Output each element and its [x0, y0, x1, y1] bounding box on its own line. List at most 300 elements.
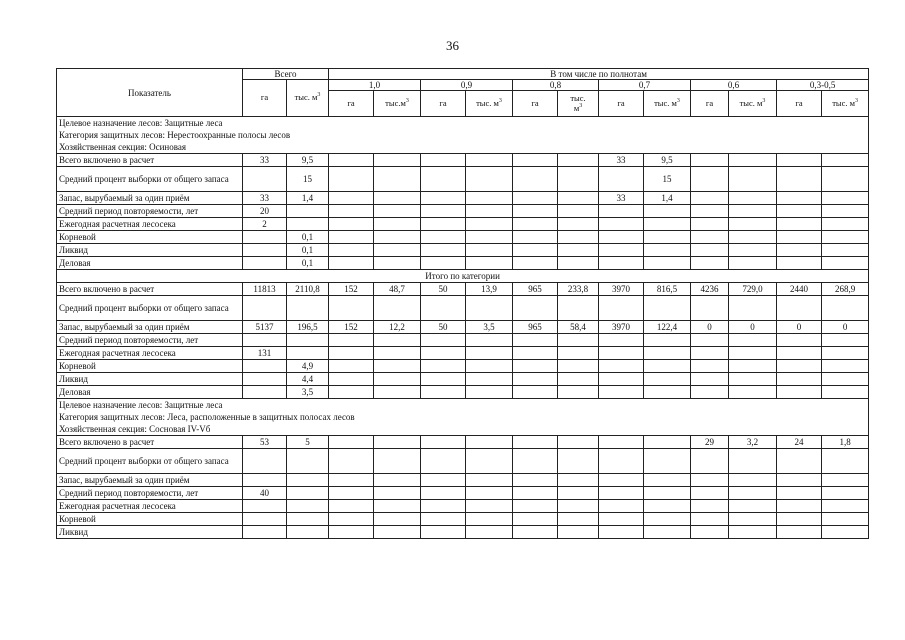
table-cell — [558, 347, 599, 360]
section-info-row — [57, 117, 869, 130]
table-cell — [421, 487, 466, 500]
table-cell — [777, 347, 822, 360]
table-cell — [691, 513, 729, 526]
table-row — [57, 526, 869, 539]
table-cell — [644, 296, 691, 321]
table-cell — [513, 487, 558, 500]
table-cell — [243, 500, 287, 513]
density-group-header: 1,0 — [329, 80, 421, 91]
ha-header: га — [691, 91, 729, 117]
table-cell — [644, 436, 691, 449]
table-cell — [599, 244, 644, 257]
table-cell — [644, 513, 691, 526]
table-cell — [374, 449, 421, 474]
table-cell: 4236 — [691, 283, 729, 296]
table-cell — [691, 373, 729, 386]
table-cell — [558, 257, 599, 270]
density-group-header: 0,3-0,5 — [777, 80, 869, 91]
table-cell — [777, 192, 822, 205]
row-label: Средний процент выборки от общего запаса — [57, 449, 243, 474]
table-cell — [691, 334, 729, 347]
table-cell — [513, 347, 558, 360]
table-cell — [691, 205, 729, 218]
table-row — [57, 373, 869, 386]
table-cell — [374, 167, 421, 192]
density-group-header: 0,7 — [599, 80, 691, 91]
table-cell: 0 — [729, 321, 777, 334]
table-cell — [466, 500, 513, 513]
table-cell: 12,2 — [374, 321, 421, 334]
table-cell — [243, 526, 287, 539]
volume-header: тыс. $м^3$ — [466, 91, 513, 117]
table-cell — [599, 347, 644, 360]
table-cell — [329, 500, 374, 513]
table-cell — [729, 218, 777, 231]
table-cell — [421, 167, 466, 192]
table-cell — [644, 500, 691, 513]
density-group-header: 0,8 — [513, 80, 599, 91]
table-header — [57, 69, 869, 117]
table-cell — [644, 205, 691, 218]
table-cell — [329, 360, 374, 373]
table-cell: 48,7 — [374, 283, 421, 296]
table-row — [57, 167, 869, 192]
volume-header: тыс. $м^3$ — [822, 91, 869, 117]
section-info-text: Хозяйственная секция: Осиновая — [57, 141, 869, 154]
total-ha-header: га — [243, 80, 287, 117]
table-row — [57, 192, 869, 205]
table-row — [57, 205, 869, 218]
table-cell — [729, 347, 777, 360]
table-cell — [243, 296, 287, 321]
table-cell — [644, 218, 691, 231]
table-cell — [243, 474, 287, 487]
table-cell — [599, 474, 644, 487]
table-cell — [644, 373, 691, 386]
table-cell — [822, 205, 869, 218]
table-cell — [421, 513, 466, 526]
table-cell — [777, 449, 822, 474]
table-cell — [466, 449, 513, 474]
table-cell: 152 — [329, 283, 374, 296]
table-cell — [691, 487, 729, 500]
table-cell — [599, 167, 644, 192]
table-cell — [777, 218, 822, 231]
table-cell — [421, 526, 466, 539]
table-cell — [287, 218, 329, 231]
table-cell — [599, 436, 644, 449]
table-cell: 0,1 — [287, 257, 329, 270]
table-cell: 11813 — [243, 283, 287, 296]
table-cell: 9,5 — [287, 154, 329, 167]
table-cell — [466, 373, 513, 386]
forest-report-table — [56, 68, 869, 539]
table-cell — [599, 526, 644, 539]
table-cell — [558, 244, 599, 257]
table-cell — [599, 449, 644, 474]
table-cell — [421, 347, 466, 360]
row-label: Средний период повторяемости, лет — [57, 487, 243, 500]
table-cell — [329, 487, 374, 500]
table-cell: 33 — [243, 192, 287, 205]
table-cell — [822, 487, 869, 500]
table-cell — [329, 244, 374, 257]
table-cell — [374, 487, 421, 500]
table-cell: 1,4 — [644, 192, 691, 205]
table-cell — [513, 231, 558, 244]
table-cell — [558, 500, 599, 513]
table-cell — [287, 513, 329, 526]
table-cell — [287, 487, 329, 500]
table-cell — [777, 360, 822, 373]
section-info-text: Категория защитных лесов: Нерестоохранные полосы лесов — [57, 129, 869, 141]
table-cell — [599, 231, 644, 244]
table-cell — [513, 373, 558, 386]
table-cell — [513, 244, 558, 257]
table-cell — [822, 257, 869, 270]
row-label: Запас, вырубаемый за один приём — [57, 321, 243, 334]
section-info-text: Целевое назначение лесов: Защитные леса — [57, 117, 869, 130]
table-cell — [691, 386, 729, 399]
table-cell — [729, 231, 777, 244]
table-cell — [421, 244, 466, 257]
table-cell — [513, 360, 558, 373]
row-label: Деловая — [57, 386, 243, 399]
table-cell — [777, 334, 822, 347]
table-cell — [558, 373, 599, 386]
table-cell — [822, 167, 869, 192]
table-cell — [287, 205, 329, 218]
table-row — [57, 244, 869, 257]
table-cell — [691, 360, 729, 373]
table-row — [57, 487, 869, 500]
row-label: Корневой — [57, 231, 243, 244]
section-info-text: Категория защитных лесов: Леса, расположенные в защитных полосах лесов — [57, 411, 869, 423]
table-cell — [421, 500, 466, 513]
table-row — [57, 218, 869, 231]
ha-header: га — [329, 91, 374, 117]
table-cell — [822, 334, 869, 347]
table-row — [57, 231, 869, 244]
table-cell — [558, 231, 599, 244]
density-group-header: 0,9 — [421, 80, 513, 91]
subtotal-title: Итого по категории — [57, 270, 869, 283]
table-cell — [644, 244, 691, 257]
density-group-header: 0,6 — [691, 80, 777, 91]
table-cell — [644, 487, 691, 500]
table-cell: 816,5 — [644, 283, 691, 296]
row-label: Ежегодная расчетная лесосека — [57, 218, 243, 231]
ha-header: га — [421, 91, 466, 117]
table-cell — [243, 167, 287, 192]
table-cell — [822, 218, 869, 231]
table-cell — [558, 513, 599, 526]
table-cell — [822, 373, 869, 386]
row-label: Средний процент выборки от общего запаса — [57, 296, 243, 321]
table-cell — [691, 449, 729, 474]
table-cell — [421, 257, 466, 270]
table-cell — [777, 500, 822, 513]
table-cell — [777, 205, 822, 218]
table-cell — [421, 436, 466, 449]
row-label: Ликвид — [57, 526, 243, 539]
table-cell — [644, 526, 691, 539]
table-cell — [421, 218, 466, 231]
section-info-text: Хозяйственная секция: Сосновая IV-Vб — [57, 423, 869, 436]
table-cell: 40 — [243, 487, 287, 500]
table-cell — [729, 192, 777, 205]
table-cell — [558, 296, 599, 321]
section-info-row — [57, 411, 869, 423]
table-cell — [329, 436, 374, 449]
table-cell — [243, 334, 287, 347]
table-cell — [777, 154, 822, 167]
table-cell — [729, 449, 777, 474]
table-cell — [777, 167, 822, 192]
table-cell: 0,1 — [287, 231, 329, 244]
table-cell: 196,5 — [287, 321, 329, 334]
table-cell — [287, 334, 329, 347]
row-label: Всего включено в расчет — [57, 436, 243, 449]
table-cell — [691, 347, 729, 360]
table-cell — [691, 500, 729, 513]
table-cell: 58,4 — [558, 321, 599, 334]
volume-header: тыс. $м^3$ — [558, 91, 599, 117]
table-cell — [374, 513, 421, 526]
table-cell — [729, 513, 777, 526]
table-cell — [329, 192, 374, 205]
table-cell — [729, 154, 777, 167]
table-cell — [513, 526, 558, 539]
table-cell — [287, 500, 329, 513]
table-cell — [421, 231, 466, 244]
table-cell — [822, 474, 869, 487]
table-cell — [243, 231, 287, 244]
table-cell — [374, 474, 421, 487]
table-cell — [558, 192, 599, 205]
table-cell — [287, 526, 329, 539]
table-cell — [329, 231, 374, 244]
table-cell — [466, 257, 513, 270]
table-cell — [777, 513, 822, 526]
table-cell: 29 — [691, 436, 729, 449]
table-cell — [691, 257, 729, 270]
row-label: Средний процент выборки от общего запаса — [57, 167, 243, 192]
table-cell — [822, 244, 869, 257]
table-cell — [329, 257, 374, 270]
table-cell — [729, 500, 777, 513]
table-cell — [374, 386, 421, 399]
table-cell: 15 — [287, 167, 329, 192]
table-cell — [243, 449, 287, 474]
row-label: Всего включено в расчет — [57, 154, 243, 167]
table-row — [57, 500, 869, 513]
table-cell — [729, 244, 777, 257]
table-cell — [374, 218, 421, 231]
table-cell — [729, 526, 777, 539]
table-cell — [691, 218, 729, 231]
table-cell — [421, 154, 466, 167]
volume-header: $тыс.м^3$ — [374, 91, 421, 117]
table-cell — [691, 244, 729, 257]
table-cell: 13,9 — [466, 283, 513, 296]
table-cell — [421, 205, 466, 218]
table-cell — [644, 386, 691, 399]
table-cell: 729,0 — [729, 283, 777, 296]
table-cell — [558, 218, 599, 231]
table-cell — [466, 513, 513, 526]
table-cell — [777, 373, 822, 386]
table-cell — [558, 167, 599, 192]
table-cell: 131 — [243, 347, 287, 360]
table-cell — [421, 334, 466, 347]
table-cell — [374, 231, 421, 244]
table-cell: 268,9 — [822, 283, 869, 296]
table-cell — [777, 244, 822, 257]
table-cell — [466, 436, 513, 449]
total-header: Всего — [243, 69, 329, 80]
table-cell — [644, 334, 691, 347]
table-cell: 2 — [243, 218, 287, 231]
table-cell — [691, 154, 729, 167]
table-cell — [513, 449, 558, 474]
table-cell — [513, 500, 558, 513]
table-cell — [822, 513, 869, 526]
table-cell — [822, 231, 869, 244]
table-cell: 20 — [243, 205, 287, 218]
table-cell — [599, 296, 644, 321]
table-cell — [558, 386, 599, 399]
table-cell: 33 — [243, 154, 287, 167]
table-cell: 0 — [691, 321, 729, 334]
table-cell — [599, 257, 644, 270]
table-cell — [691, 296, 729, 321]
table-cell — [558, 487, 599, 500]
table-cell — [822, 500, 869, 513]
table-cell — [243, 373, 287, 386]
table-cell — [729, 487, 777, 500]
table-cell — [513, 474, 558, 487]
table-cell — [329, 296, 374, 321]
table-cell: 15 — [644, 167, 691, 192]
table-cell — [466, 386, 513, 399]
table-cell — [513, 192, 558, 205]
table-cell — [777, 231, 822, 244]
table-cell — [513, 218, 558, 231]
table-cell — [466, 334, 513, 347]
table-cell — [822, 449, 869, 474]
table-cell — [243, 360, 287, 373]
table-cell — [513, 386, 558, 399]
table-cell — [599, 360, 644, 373]
table-cell — [644, 360, 691, 373]
table-cell: 3,2 — [729, 436, 777, 449]
table-cell — [822, 526, 869, 539]
table-cell — [691, 167, 729, 192]
table-cell — [599, 386, 644, 399]
row-label: Ежегодная расчетная лесосека — [57, 500, 243, 513]
table-cell: 3,5 — [466, 321, 513, 334]
table-cell — [329, 167, 374, 192]
table-cell — [729, 296, 777, 321]
section-info-text: Целевое назначение лесов: Защитные леса — [57, 399, 869, 412]
table-cell — [513, 334, 558, 347]
table-cell — [729, 167, 777, 192]
table-row — [57, 154, 869, 167]
section-info-row — [57, 141, 869, 154]
table-row — [57, 334, 869, 347]
table-row — [57, 474, 869, 487]
table-cell — [729, 205, 777, 218]
table-cell — [243, 257, 287, 270]
section-info-row — [57, 423, 869, 436]
table-cell — [777, 257, 822, 270]
table-row — [57, 449, 869, 474]
page-number: 36 — [446, 38, 459, 53]
table-cell — [822, 360, 869, 373]
table-cell — [644, 449, 691, 474]
row-label: Средний период повторяемости, лет — [57, 205, 243, 218]
table-cell: 233,8 — [558, 283, 599, 296]
table-cell — [644, 257, 691, 270]
table-cell — [374, 360, 421, 373]
table-cell: 2110,8 — [287, 283, 329, 296]
table-cell: 24 — [777, 436, 822, 449]
table-cell — [599, 334, 644, 347]
table-row — [57, 296, 869, 321]
table-cell — [777, 386, 822, 399]
table-cell: 965 — [513, 321, 558, 334]
table-cell — [822, 296, 869, 321]
table-cell — [729, 360, 777, 373]
table-cell: 3,5 — [287, 386, 329, 399]
table-cell — [287, 449, 329, 474]
table-cell — [329, 513, 374, 526]
table-body — [57, 117, 869, 539]
table-cell — [329, 347, 374, 360]
table-cell — [777, 474, 822, 487]
table-cell: 2440 — [777, 283, 822, 296]
table-cell — [374, 205, 421, 218]
table-cell — [513, 296, 558, 321]
table-row — [57, 257, 869, 270]
table-cell — [329, 386, 374, 399]
table-cell — [329, 373, 374, 386]
table-cell — [729, 373, 777, 386]
table-cell: 33 — [599, 154, 644, 167]
table-cell — [466, 205, 513, 218]
table-cell: 53 — [243, 436, 287, 449]
table-cell — [777, 526, 822, 539]
table-cell — [513, 436, 558, 449]
row-label: Ежегодная расчетная лесосека — [57, 347, 243, 360]
table-cell — [513, 513, 558, 526]
table-cell — [466, 347, 513, 360]
row-label: Корневой — [57, 513, 243, 526]
table-cell — [558, 205, 599, 218]
table-cell — [287, 474, 329, 487]
table-cell: 122,4 — [644, 321, 691, 334]
table-cell — [822, 154, 869, 167]
row-label: Ликвид — [57, 244, 243, 257]
table-cell: 9,5 — [644, 154, 691, 167]
table-cell: 1,8 — [822, 436, 869, 449]
table-cell: 50 — [421, 321, 466, 334]
table-cell — [691, 474, 729, 487]
table-cell — [558, 436, 599, 449]
table-cell — [374, 296, 421, 321]
table-row — [57, 347, 869, 360]
